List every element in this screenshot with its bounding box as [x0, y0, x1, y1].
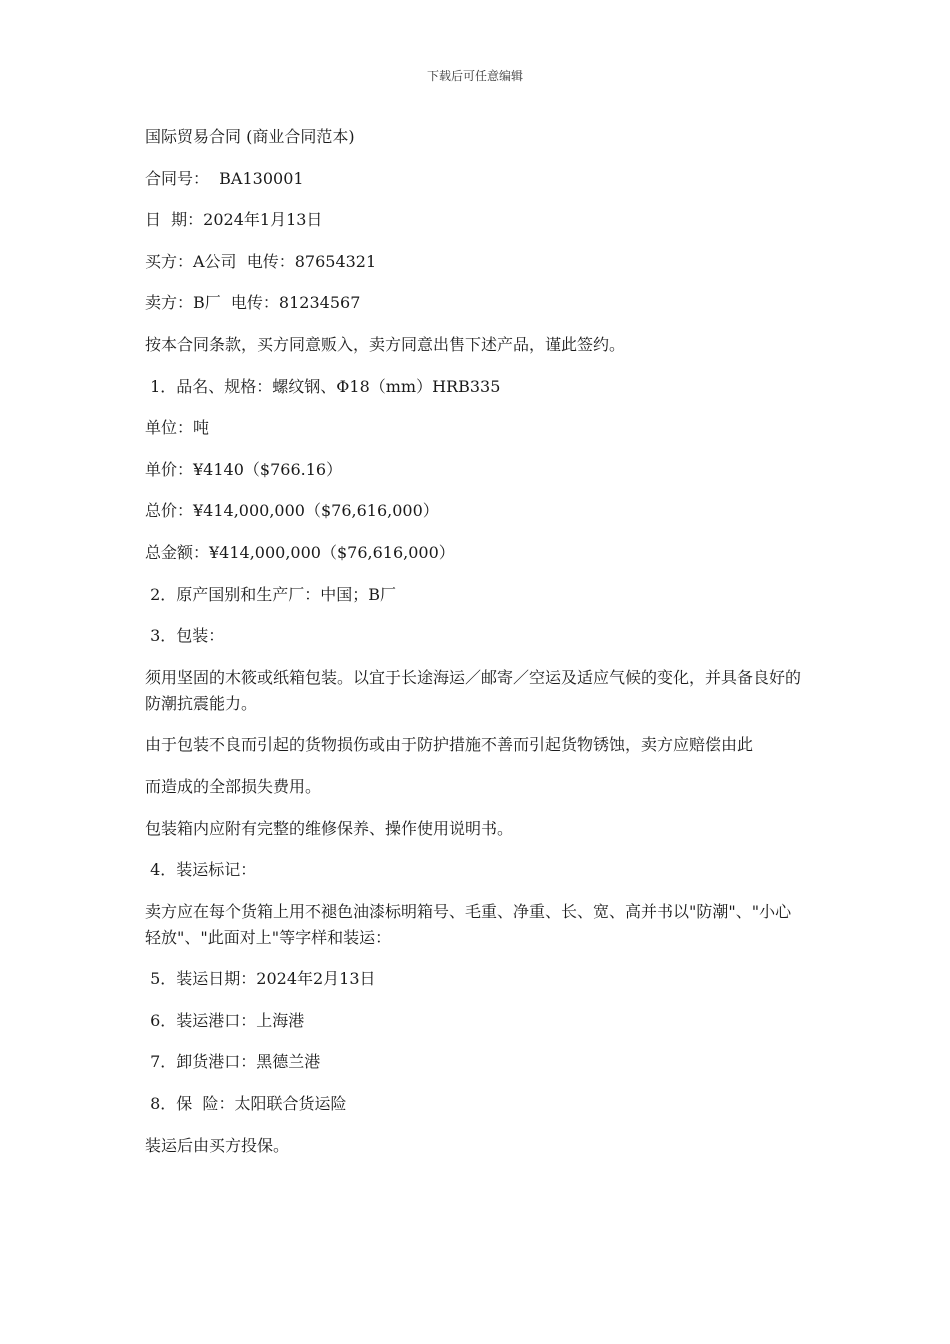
- clause-6-loading-port: 6．装运港口：上海港: [145, 1010, 305, 1030]
- packing-manual: 包装箱内应附有完整的维修保养、操作使用说明书。: [145, 818, 514, 838]
- marks-requirement: 卖方应在每个货箱上用不褪色油漆标明箱号、毛重、净重、长、宽、高并书以"防潮"、"小心轻放"、"此面对上"等字样和装运：: [145, 901, 792, 947]
- packing-requirement: 须用坚固的木筱或纸箱包装。以宜于长途海运／邮寄／空运及适应气候的变化，并具备良好的防潮抗震能力。: [145, 667, 802, 713]
- packing-liability: 由于包装不良而引起的货物损伤或由于防护措施不善而引起货物锈蚀，卖方应赔偿由此: [145, 735, 754, 755]
- packing-liability-cont: 而造成的全部损失费用。: [145, 776, 322, 796]
- clause-1-product: 1．品名、规格：螺纹钢、Φ18（mm）HRB335: [145, 376, 501, 396]
- contract-title: 国际贸易合同 (商业合同范本): [145, 127, 355, 146]
- clause-3-packing: 3．包装：: [145, 626, 225, 646]
- clause-8-insurance: 8．保 险：太阳联合货运险: [145, 1094, 347, 1114]
- clause-4-marks: 4．装运标记：: [145, 860, 257, 880]
- clause-2-origin: 2．原产国别和生产厂：中国；B厂: [145, 584, 397, 604]
- contract-body: [145, 124, 805, 1174]
- total-amount: 总金额：¥414,000,000（$76,616,000）: [145, 542, 455, 562]
- buyer-info: 买方：A公司 电传：87654321: [145, 251, 377, 271]
- total-price: 总价：¥414,000,000（$76,616,000）: [145, 501, 439, 521]
- clause-5-shipment-date: 5．装运日期：2024年2月13日: [145, 969, 376, 989]
- clause-7-discharge-port: 7．卸货港口：黑德兰港: [145, 1052, 321, 1072]
- contract-number: 合同号： BA130001: [145, 168, 304, 188]
- contract-date: 日 期：2024年1月13日: [145, 210, 323, 230]
- unit: 单位：吨: [145, 418, 210, 438]
- seller-info: 卖方：B厂 电传：81234567: [145, 293, 361, 313]
- insurance-note: 装运后由买方投保。: [145, 1135, 290, 1155]
- header-note: 下载后可任意编辑: [426, 69, 523, 83]
- preamble: 按本合同条款，买方同意贩入，卖方同意出售下述产品，谨此签约。: [145, 334, 626, 354]
- unit-price: 单价：¥4140（$766.16）: [145, 459, 343, 479]
